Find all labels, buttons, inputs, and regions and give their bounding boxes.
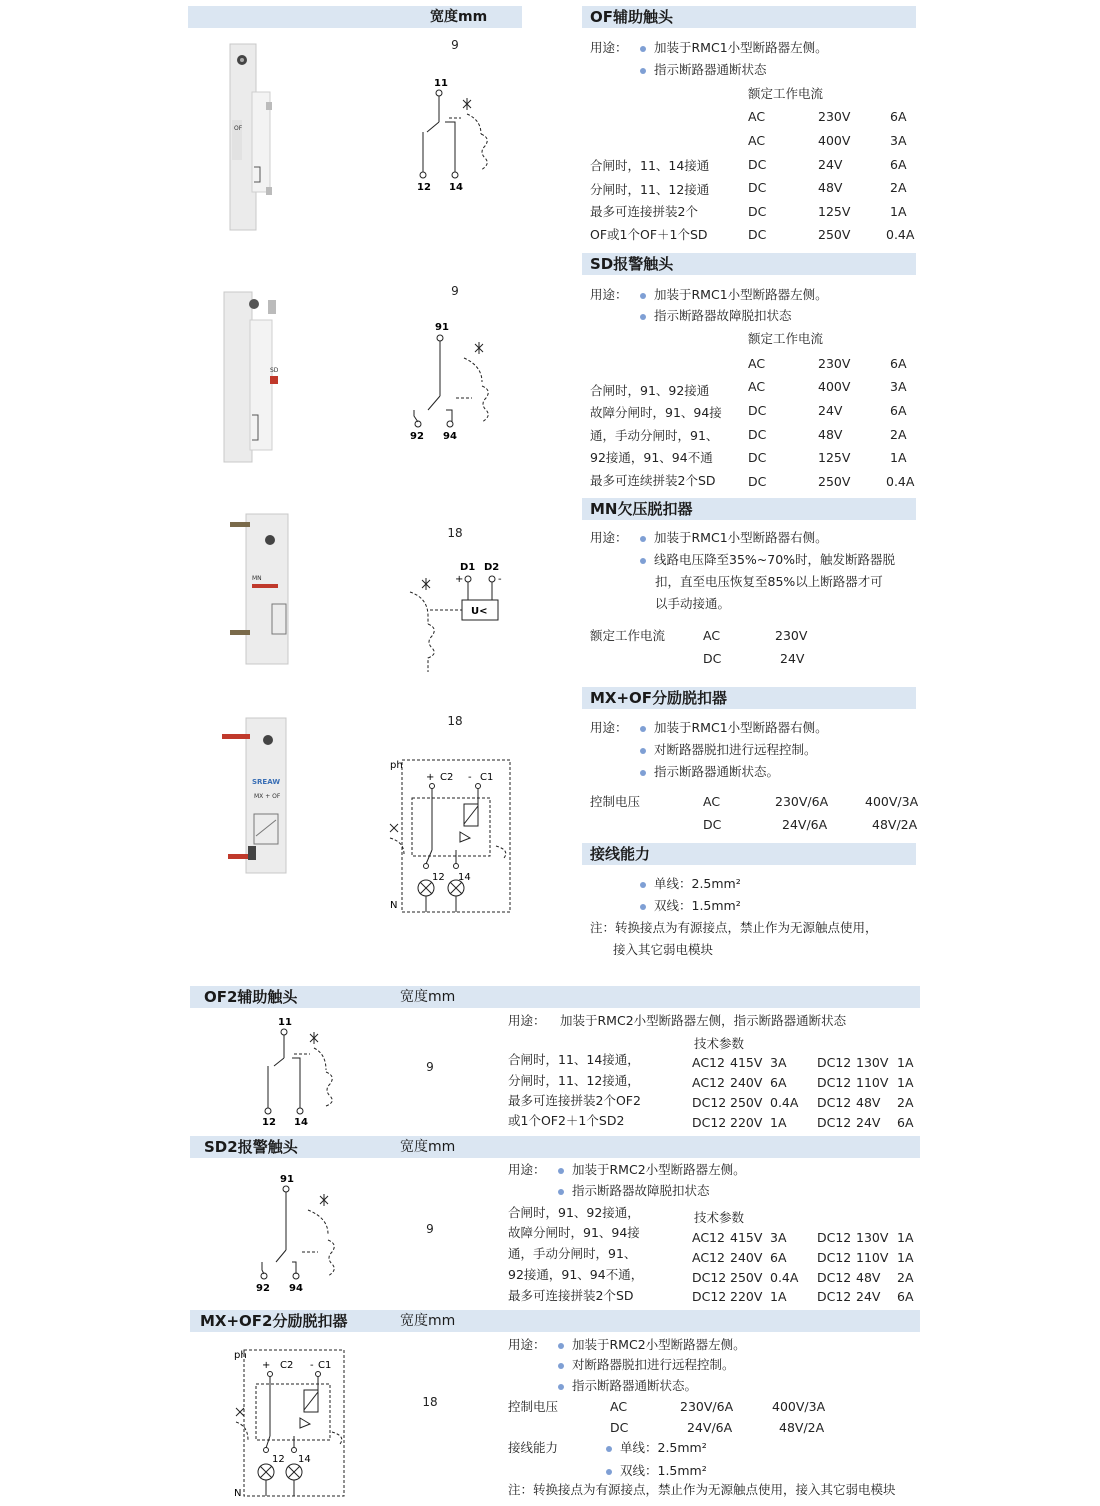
sd-bullet-2	[640, 308, 792, 324]
mn-bullet-2-cont-1: 扣，直至电压恢复至85%以上断路器才可	[655, 574, 883, 589]
sd-terminal-left: 92	[410, 431, 424, 442]
of2-r4-c2: 220V	[730, 1115, 763, 1130]
of2-r2-c1: AC12	[692, 1075, 725, 1090]
sd2-r2-c1: AC12	[692, 1250, 725, 1265]
mx2-row-1-v2: 400V/3A	[772, 1399, 826, 1414]
of2-use-label: 用途：	[508, 1013, 546, 1028]
mx-row-2-type: DC	[703, 817, 722, 832]
sd-row-4-amp: 2A	[890, 427, 907, 442]
sd2-r2-c5: 110V	[856, 1250, 889, 1265]
sd2-r1-c3: 3A	[770, 1230, 787, 1245]
of2-r3-c4: DC12	[817, 1095, 852, 1110]
of2-r4-c3: 1A	[770, 1115, 787, 1130]
mx-c1-label: C1	[480, 772, 494, 783]
sd-row-4-volt: 48V	[818, 427, 843, 442]
mx-product-brand: SREAW	[252, 778, 281, 786]
sd-bullet-2-text: 指示断路器故障脱扣状态	[654, 308, 792, 323]
sd-row-6-type: DC	[748, 474, 767, 489]
sd2-r4-c2: 220V	[730, 1289, 763, 1304]
mx-n-label: N	[390, 900, 398, 911]
of2-r2-c6: 1A	[897, 1075, 914, 1090]
sd2-wiring-diagram	[248, 1170, 348, 1294]
of-terminal-right: 14	[449, 182, 463, 193]
sd2-bullet-2-text: 指示断路器故障脱扣状态	[572, 1183, 710, 1198]
of-product-image	[222, 42, 274, 232]
width-header-label: 宽度mm	[430, 9, 488, 25]
of2-r1-c2: 415V	[730, 1055, 763, 1070]
of2-note-3: 最多可连接拼装2个OF2	[508, 1093, 641, 1108]
sd2-r1-c2: 415V	[730, 1230, 763, 1245]
sd2-r3-c3: 0.4A	[770, 1270, 799, 1285]
bullet-icon	[558, 1189, 564, 1195]
mx-ctrl-label: 控制电压	[590, 794, 641, 809]
bullet-icon	[558, 1384, 564, 1390]
mx-row-1-type: AC	[703, 794, 721, 809]
sd2-r3-c2: 250V	[730, 1270, 763, 1285]
mx-product-label: MX + OF	[254, 793, 281, 800]
mx2-wiring-diagram	[232, 1344, 356, 1500]
mx2-wire-label: 接线能力	[508, 1440, 559, 1455]
sd-note-4: 92接通，91、94不通	[590, 450, 713, 465]
mx2-row-2-v2: 48V/2A	[779, 1420, 825, 1435]
wire-double-text: 双线：1.5mm²	[654, 898, 741, 913]
of-note-2: 分闸时，11、12接通	[590, 182, 710, 197]
mn-bullet-2	[640, 552, 895, 568]
of2-r3-c1: DC12	[692, 1095, 727, 1110]
sd2-width-label: 宽度mm	[400, 1139, 456, 1155]
mx2-c2-label: C2	[280, 1360, 294, 1371]
bullet-icon	[640, 726, 646, 732]
of-terminal-left: 12	[417, 182, 431, 193]
mx-bullet-1	[640, 720, 828, 736]
mx-use-label: 用途：	[590, 720, 628, 735]
sd2-r2-c6: 1A	[897, 1250, 914, 1265]
sd-row-5-volt: 125V	[818, 450, 851, 465]
sd-note-2: 故障分闸时，91、94接	[590, 405, 722, 420]
of-note-1: 合闸时，11、14接通	[590, 158, 710, 173]
sd-terminal-top: 91	[435, 322, 449, 333]
mx-row-2-v2: 48V/2A	[872, 817, 918, 832]
bullet-icon	[640, 46, 646, 52]
mx2-row-1-v1: 230V/6A	[680, 1399, 734, 1414]
mx2-ph-label: ph	[234, 1350, 247, 1361]
sd2-r1-c5: 130V	[856, 1230, 889, 1245]
mn-row-1-type: AC	[703, 628, 721, 643]
sd-row-3-volt: 24V	[818, 403, 843, 418]
of-row-6-amp: 0.4A	[886, 227, 915, 242]
of-row-2-volt: 400V	[818, 133, 851, 148]
of-row-6-volt: 250V	[818, 227, 851, 242]
mx2-n-label: N	[234, 1488, 242, 1499]
mx2-double-text: 双线：1.5mm²	[620, 1463, 707, 1478]
sd-product-image	[218, 290, 278, 465]
of2-r1-c6: 1A	[897, 1055, 914, 1070]
sd-row-4-type: DC	[748, 427, 767, 442]
of2-terminal-top: 11	[278, 1017, 292, 1028]
sd-bullet-1	[640, 287, 828, 303]
of-row-4-volt: 48V	[818, 180, 843, 195]
mx-bullet-3-text: 指示断路器通断状态。	[654, 764, 780, 779]
mx2-note: 注：转换接点为有源接点，禁止作为无源触点使用，接入其它弱电模块	[508, 1482, 896, 1497]
of-row-2-type: AC	[748, 133, 766, 148]
mn-uv-box: U<	[471, 606, 488, 617]
of2-tech-label: 技术参数	[694, 1036, 745, 1051]
bullet-icon	[640, 314, 646, 320]
mx2-terminal-14: 14	[298, 1454, 311, 1465]
mx2-terminal-12: 12	[272, 1454, 285, 1465]
bullet-icon	[606, 1446, 612, 1452]
mx-terminal-12: 12	[432, 872, 445, 883]
sd-row-3-type: DC	[748, 403, 767, 418]
mx-wiring-diagram	[386, 754, 516, 914]
mx-plus-sign: +	[426, 772, 435, 783]
of2-r2-c2: 240V	[730, 1075, 763, 1090]
mx2-plus-sign: +	[262, 1360, 271, 1371]
mn-wiring-diagram	[400, 558, 510, 678]
mn-width-value: 18	[447, 526, 463, 540]
sd-row-6-volt: 250V	[818, 474, 851, 489]
mx-bullet-2	[640, 742, 817, 758]
of2-header	[190, 986, 920, 1008]
wire-single-text: 单线：2.5mm²	[654, 876, 741, 891]
mx2-row-1-type: AC	[610, 1399, 628, 1414]
of2-r1-c3: 3A	[770, 1055, 787, 1070]
bullet-icon	[640, 68, 646, 74]
sd-note-3: 通，手动分闸时，91、	[590, 428, 719, 443]
of2-r2-c4: DC12	[817, 1075, 852, 1090]
mn-minus-sign: -	[498, 574, 502, 585]
mx-minus-sign: -	[468, 772, 472, 783]
mn-product-image	[226, 512, 296, 667]
sd2-bullet-2	[558, 1183, 710, 1199]
mx-row-1-v2: 400V/3A	[865, 794, 919, 809]
sd-row-2-amp: 3A	[890, 379, 907, 394]
of-row-5-type: DC	[748, 204, 767, 219]
mn-bullet-2-text: 线路电压降至35%~70%时，触发断路器脱	[654, 552, 896, 567]
sd-wiring-diagram	[402, 318, 494, 443]
of2-r3-c5: 48V	[856, 1095, 881, 1110]
wire-note-2: 接入其它弱电模块	[613, 942, 714, 957]
mx2-bullet-3-text: 指示断路器通断状态。	[572, 1378, 698, 1393]
sd-terminal-right: 94	[443, 431, 457, 442]
sd2-r3-c4: DC12	[817, 1270, 852, 1285]
sd-row-2-volt: 400V	[818, 379, 851, 394]
mx-c2-label: C2	[440, 772, 454, 783]
of-terminal-top: 11	[434, 78, 448, 89]
of-bullet-2	[640, 62, 767, 78]
of2-r1-c1: AC12	[692, 1055, 725, 1070]
bullet-icon	[640, 558, 646, 564]
of2-width-label: 宽度mm	[400, 989, 456, 1005]
of2-r4-c6: 6A	[897, 1115, 914, 1130]
of-row-2-amp: 3A	[890, 133, 907, 148]
of2-width-value: 9	[426, 1060, 434, 1074]
sd-row-6-amp: 0.4A	[886, 474, 915, 489]
sd2-r2-c4: DC12	[817, 1250, 852, 1265]
mx2-bullet-3	[558, 1378, 697, 1394]
of2-wiring-diagram	[254, 1014, 350, 1130]
of-row-3-type: DC	[748, 157, 767, 172]
mx2-row-2-v1: 24V/6A	[687, 1420, 733, 1435]
bullet-icon	[558, 1343, 564, 1349]
sd2-note-4: 92接通，91、94不通，	[508, 1267, 644, 1282]
mn-product-label: MN	[252, 575, 262, 582]
sd2-note-3: 通，手动分闸时，91、	[508, 1246, 637, 1261]
sd-bullet-1-text: 加装于RMC1小型断路器左侧。	[654, 287, 828, 302]
of-row-1-type: AC	[748, 109, 766, 124]
sd2-r2-c2: 240V	[730, 1250, 763, 1265]
sd2-terminal-left: 92	[256, 1283, 270, 1294]
mx-ph-label: ph	[390, 760, 403, 771]
wire-single	[640, 876, 741, 892]
mx-bullet-1-text: 加装于RMC1小型断路器右侧。	[654, 720, 828, 735]
mn-title: MN欠压脱扣器	[590, 500, 693, 518]
mn-terminal-d1: D1	[460, 562, 476, 573]
mn-row-1-volt: 230V	[775, 628, 808, 643]
mx2-row-2-type: DC	[610, 1420, 629, 1435]
of-bullet-1-text: 加装于RMC1小型断路器左侧。	[654, 40, 828, 55]
sd2-r4-c3: 1A	[770, 1289, 787, 1304]
sd2-bullet-1-text: 加装于RMC2小型断路器左侧。	[572, 1162, 746, 1177]
mx-product-image	[220, 716, 300, 876]
of-rated-label: 额定工作电流	[748, 86, 824, 101]
sd2-tech-label: 技术参数	[694, 1210, 745, 1225]
of2-r2-c3: 6A	[770, 1075, 787, 1090]
sd2-r1-c6: 1A	[897, 1230, 914, 1245]
mx-width-value: 18	[447, 714, 463, 728]
mx2-use-label: 用途：	[508, 1337, 546, 1352]
mx2-single	[606, 1440, 707, 1456]
of2-r1-c5: 130V	[856, 1055, 889, 1070]
sd-row-3-amp: 6A	[890, 403, 907, 418]
mn-row-2-type: DC	[703, 651, 722, 666]
sd-note-1: 合闸时，91、92接通	[590, 383, 710, 398]
sd-row-2-type: AC	[748, 379, 766, 394]
sd2-note-2: 故障分闸时，91、94接	[508, 1225, 640, 1240]
of2-r4-c5: 24V	[856, 1115, 881, 1130]
sd-row-1-amp: 6A	[890, 356, 907, 371]
of2-use-text: 加装于RMC2小型断路器左侧，指示断路器通断状态	[560, 1013, 847, 1028]
mx2-c1-label: C1	[318, 1360, 332, 1371]
sd2-r4-c5: 24V	[856, 1289, 881, 1304]
mx-title: MX+OF分励脱扣器	[590, 689, 728, 707]
wire-double	[640, 898, 741, 914]
of-use-label: 用途：	[590, 40, 628, 55]
of2-r3-c2: 250V	[730, 1095, 763, 1110]
mx2-double	[606, 1463, 707, 1479]
mx-terminal-14: 14	[458, 872, 471, 883]
mn-bullet-1	[640, 530, 828, 546]
mx-row-1-v1: 230V/6A	[775, 794, 829, 809]
sd2-r1-c4: DC12	[817, 1230, 852, 1245]
of-row-6-type: DC	[748, 227, 767, 242]
bullet-icon	[640, 748, 646, 754]
mx2-width-value: 18	[422, 1395, 438, 1409]
sd-note-5: 最多可连续拼装2个SD	[590, 473, 716, 488]
sd-title: SD报警触头	[590, 255, 674, 273]
of-row-5-volt: 125V	[818, 204, 851, 219]
of2-r4-c1: DC12	[692, 1115, 727, 1130]
sd-width-value: 9	[451, 284, 459, 298]
mx2-width-label: 宽度mm	[400, 1313, 456, 1329]
of2-terminal-left: 12	[262, 1117, 276, 1128]
sd2-r1-c1: AC12	[692, 1230, 725, 1245]
mx-bullet-2-text: 对断路器脱扣进行远程控制。	[654, 742, 817, 757]
of2-terminal-right: 14	[294, 1117, 308, 1128]
sd-use-label: 用途：	[590, 287, 628, 302]
mx2-ctrl-label: 控制电压	[508, 1399, 559, 1414]
of2-note-2: 分闸时，11、12接通，	[508, 1073, 640, 1088]
of-row-3-volt: 24V	[818, 157, 843, 172]
mn-plus-sign: +	[455, 574, 464, 585]
mx2-bullet-2-text: 对断路器脱扣进行远程控制。	[572, 1357, 735, 1372]
of-width-value: 9	[451, 38, 459, 52]
of-product-label: OF	[234, 125, 243, 132]
of-title: OF辅助触头	[590, 8, 673, 26]
sd2-note-5: 最多可连接拼装2个SD	[508, 1288, 634, 1303]
of2-r3-c3: 0.4A	[770, 1095, 799, 1110]
sd2-r3-c6: 2A	[897, 1270, 914, 1285]
sd-row-5-amp: 1A	[890, 450, 907, 465]
mn-bullet-2-cont-2: 以手动接通。	[655, 596, 731, 611]
of2-r4-c4: DC12	[817, 1115, 852, 1130]
sd-rated-label: 额定工作电流	[748, 331, 824, 346]
sd2-width-value: 9	[426, 1222, 434, 1236]
bullet-icon	[558, 1363, 564, 1369]
of-row-1-amp: 6A	[890, 109, 907, 124]
of-note-4: OF或1个OF＋1个SD	[590, 227, 708, 242]
of-row-3-amp: 6A	[890, 157, 907, 172]
bullet-icon	[640, 293, 646, 299]
of-row-4-amp: 2A	[890, 180, 907, 195]
wire-title: 接线能力	[590, 845, 651, 863]
sd2-note-1: 合闸时，91、92接通，	[508, 1205, 640, 1220]
of2-title: OF2辅助触头	[204, 988, 298, 1006]
of-note-3: 最多可连接拼装2个	[590, 204, 698, 219]
sd-product-label: SD	[270, 367, 278, 374]
of2-note-1: 合闸时，11、14接通，	[508, 1052, 640, 1067]
of2-r2-c5: 110V	[856, 1075, 889, 1090]
of-row-5-amp: 1A	[890, 204, 907, 219]
bullet-icon	[606, 1469, 612, 1475]
sd-row-1-type: AC	[748, 356, 766, 371]
bullet-icon	[640, 536, 646, 542]
mn-use-label: 用途：	[590, 530, 628, 545]
sd2-r3-c1: DC12	[692, 1270, 727, 1285]
mn-terminal-d2: D2	[484, 562, 500, 573]
sd2-header	[190, 1136, 920, 1158]
mn-row-2-volt: 24V	[780, 651, 805, 666]
bullet-icon	[558, 1168, 564, 1174]
mx2-single-text: 单线：2.5mm²	[620, 1440, 707, 1455]
sd2-terminal-top: 91	[280, 1174, 294, 1185]
sd2-r4-c6: 6A	[897, 1289, 914, 1304]
sd2-r2-c3: 6A	[770, 1250, 787, 1265]
mx2-minus-sign: -	[310, 1360, 314, 1371]
mn-rated-label: 额定工作电流	[590, 628, 666, 643]
mn-bullet-1-text: 加装于RMC1小型断路器右侧。	[654, 530, 828, 545]
mx-bullet-3	[640, 764, 779, 780]
mx2-bullet-1-text: 加装于RMC2小型断路器左侧。	[572, 1337, 746, 1352]
sd2-title: SD2报警触头	[204, 1138, 298, 1156]
sd2-use-label: 用途：	[508, 1162, 546, 1177]
of-row-4-type: DC	[748, 180, 767, 195]
of-bullet-2-text: 指示断路器通断状态	[654, 62, 767, 77]
bullet-icon	[640, 770, 646, 776]
sd2-r4-c4: DC12	[817, 1289, 852, 1304]
mx2-title: MX+OF2分励脱扣器	[200, 1312, 348, 1330]
sd-row-1-volt: 230V	[818, 356, 851, 371]
of-bullet-1	[640, 40, 828, 56]
sd-row-5-type: DC	[748, 450, 767, 465]
mx2-bullet-2	[558, 1357, 735, 1373]
of2-r1-c4: DC12	[817, 1055, 852, 1070]
bullet-icon	[640, 904, 646, 910]
wire-note-1: 注：转换接点为有源接点，禁止作为无源触点使用，	[590, 920, 878, 935]
of2-note-4: 或1个OF2＋1个SD2	[508, 1113, 625, 1128]
of-row-1-volt: 230V	[818, 109, 851, 124]
mx-row-2-v1: 24V/6A	[782, 817, 828, 832]
sd2-terminal-right: 94	[289, 1283, 303, 1294]
bullet-icon	[640, 882, 646, 888]
mx2-bullet-1	[558, 1337, 746, 1353]
of-wiring-diagram	[405, 72, 495, 197]
sd2-r4-c1: DC12	[692, 1289, 727, 1304]
sd2-r3-c5: 48V	[856, 1270, 881, 1285]
sd2-bullet-1	[558, 1162, 746, 1178]
of2-r3-c6: 2A	[897, 1095, 914, 1110]
